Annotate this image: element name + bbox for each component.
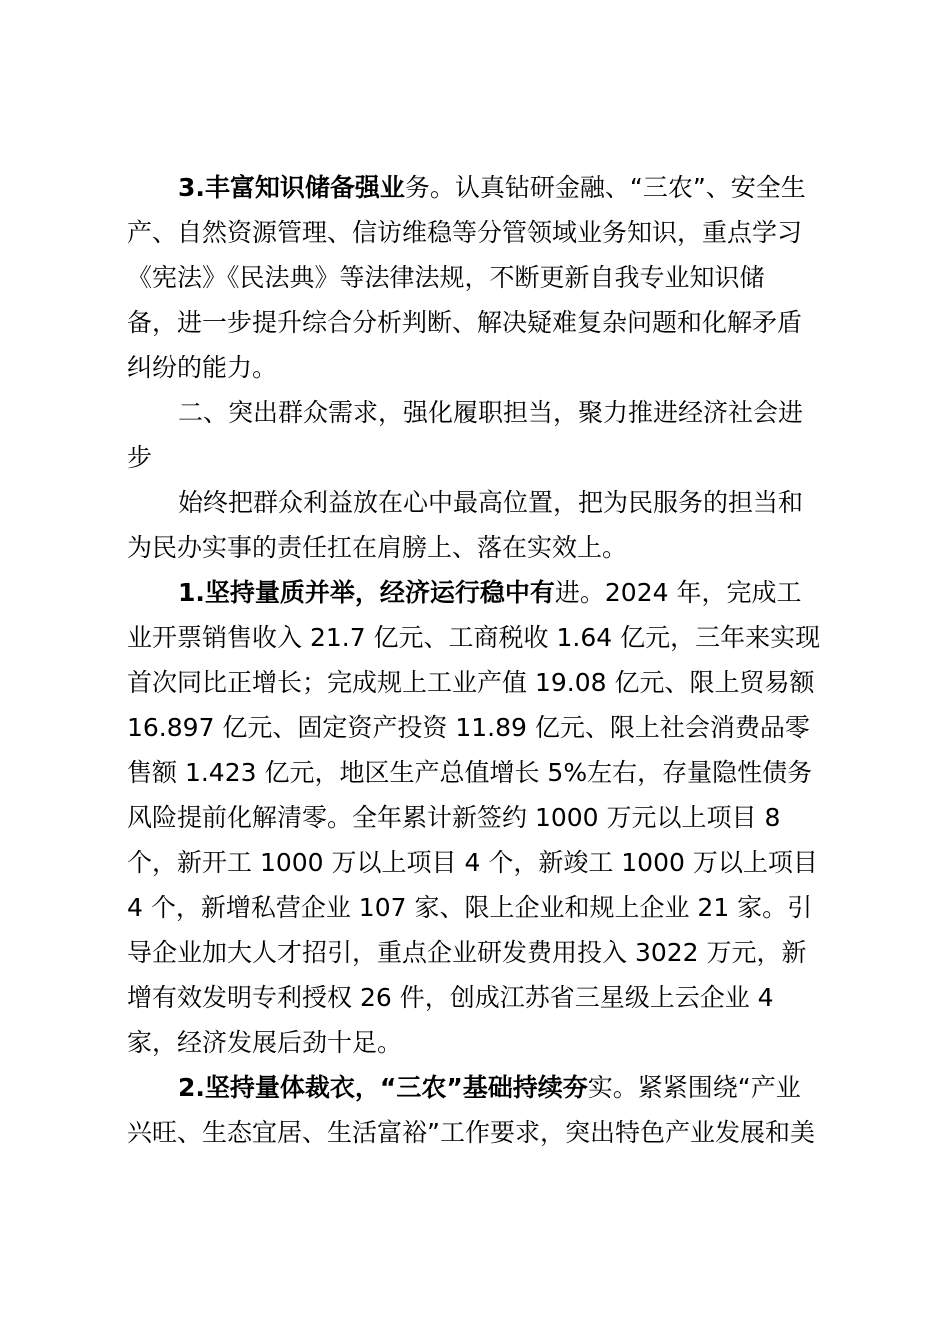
line-text: 《宪法》《民法典》等法律法规，不断更新自我专业知识储 <box>127 263 765 292</box>
line-text: 兴旺、生态宜居、生活富裕”工作要求，突出特色产业发展和美 <box>127 1118 815 1147</box>
paragraph-4-line-10 <box>127 982 774 1014</box>
line-text: 为民办实事的责任扛在肩膀上、落在实效上。 <box>127 533 628 562</box>
line-text: 售额 1.423 亿元，地区生产总值增长 5%左右，存量隐性债务 <box>127 758 813 787</box>
line-text: 步 <box>127 443 153 472</box>
line-text: 4 个，新增私营企业 107 家、限上企业和规上企业 21 家。引 <box>127 893 813 922</box>
line-text: 实。紧紧围绕“产业 <box>587 1073 801 1102</box>
line-text: 首次同比正增长；完成规上工业产值 19.08 亿元、限上贸易额 <box>127 668 815 697</box>
paragraph-3-line-2 <box>127 532 627 564</box>
paragraph-5-line-1 <box>178 1072 801 1104</box>
line-text: 增有效发明专利授权 26 件，创成江苏省三星级上云企业 4 <box>127 983 774 1012</box>
line-text: 风险提前化解清零。全年累计新签约 1000 万元以上项目 8 <box>127 803 781 832</box>
paragraph-4-line-2 <box>127 622 820 654</box>
paragraph-4-line-6 <box>127 802 780 834</box>
paragraph-4-line-3 <box>127 667 814 699</box>
section-heading-3: 3.丰富知识储备强业 <box>178 173 405 202</box>
paragraph-5-line-2 <box>127 1117 815 1149</box>
paragraph-4-line-4 <box>127 712 810 744</box>
line-text: 导企业加大人才招引，重点企业研发费用投入 3022 万元，新 <box>127 938 807 967</box>
line-text: 纠纷的能力。 <box>127 353 278 382</box>
section-heading-1: 1.坚持量质并举，经济运行稳中有 <box>178 578 555 607</box>
line-text: 业开票销售收入 21.7 亿元、工商税收 1.64 亿元，三年来实现 <box>127 623 821 652</box>
paragraph-2-line-1 <box>178 397 803 429</box>
paragraph-1-line-2 <box>127 217 802 249</box>
line-text: 始终把群众利益放在心中最高位置，把为民服务的担当和 <box>178 488 804 517</box>
paragraph-1-line-3 <box>127 262 765 294</box>
line-text: 备，进一步提升综合分析判断、解决疑难复杂问题和化解矛盾 <box>127 308 803 337</box>
paragraph-2-line-2 <box>127 442 152 474</box>
paragraph-4-line-1 <box>178 577 801 609</box>
paragraph-1-line-4 <box>127 307 802 339</box>
line-text: 进。2024 年，完成工 <box>554 578 802 607</box>
section-heading-2: 二、突出群众需求，强化履职担当，聚力推进经济社会进 <box>178 398 804 427</box>
paragraph-4-line-11 <box>127 1027 402 1059</box>
paragraph-4-line-9 <box>127 937 807 969</box>
paragraph-1-line-5 <box>127 352 277 384</box>
paragraph-4-line-7 <box>127 847 818 879</box>
paragraph-4-line-5 <box>127 757 812 789</box>
line-text: 务。认真钻研金融、“三农”、安全生 <box>404 173 806 202</box>
line-text: 产、自然资源管理、信访维稳等分管领域业务知识，重点学习 <box>127 218 803 247</box>
line-text: 16.897 亿元、固定资产投资 11.89 亿元、限上社会消费品零 <box>127 713 810 742</box>
line-text: 个，新开工 1000 万以上项目 4 个，新竣工 1000 万以上项目 <box>127 848 818 877</box>
section-heading-2-sub: 2.坚持量体裁衣，“三农”基础持续夯 <box>178 1073 588 1102</box>
paragraph-3-line-1 <box>178 487 803 519</box>
line-text: 家，经济发展后劲十足。 <box>127 1028 403 1057</box>
paragraph-1-line-1 <box>178 172 806 204</box>
paragraph-4-line-8 <box>127 892 812 924</box>
